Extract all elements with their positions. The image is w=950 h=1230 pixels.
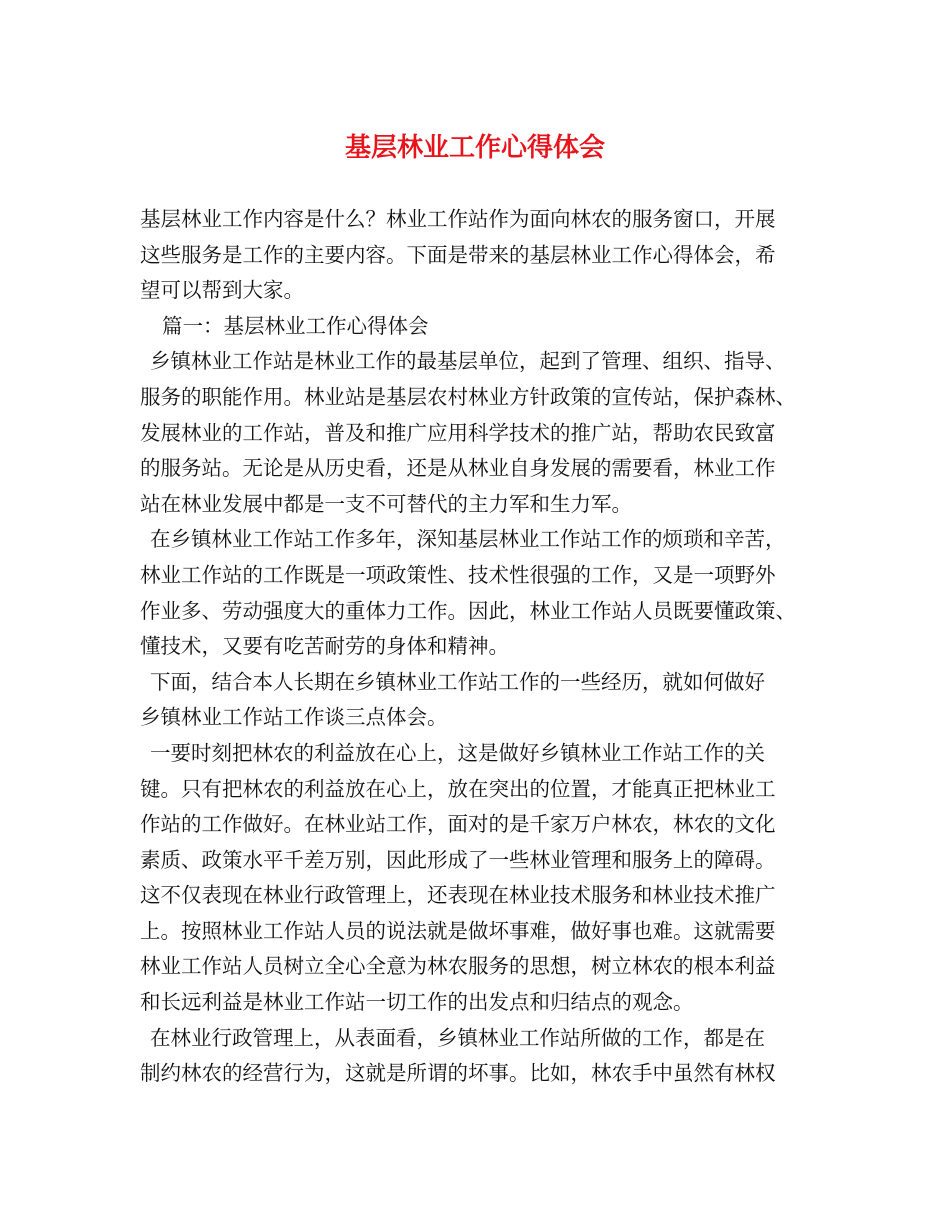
document-body (140, 202, 816, 1092)
body-text-line: 站在林业发展中都是一支不可替代的主力军和生力军。 (140, 491, 632, 516)
body-text-line: 这不仅表现在林业行政管理上，还表现在林业技术服务和林业技术推广 (140, 883, 776, 908)
body-text-line: 制约林农的经营行为，这就是所谓的坏事。比如，林农手中虽然有林权 (140, 1061, 776, 1086)
body-text-line: 望可以帮到大家。 (140, 278, 304, 303)
body-text-line: 键。只有把林农的利益放在心上，放在突出的位置，才能真正把林业工 (140, 776, 776, 801)
body-text-line: 和长远利益是林业工作站一切工作的出发点和归结点的观念。 (140, 990, 694, 1015)
body-text-line: 下面，结合本人长期在乡镇林业工作站工作的一些经历，就如何做好 (150, 669, 765, 694)
body-text-line: 基层林业工作内容是什么？林业工作站作为面向林农的服务窗口，开展 (140, 207, 776, 231)
body-text-line: 林业工作站的工作既是一项政策性、技术性很强的工作，又是一项野外 (140, 562, 776, 587)
body-text-line: 在乡镇林业工作站工作多年，深知基层林业工作站工作的烦琐和辛苦， (150, 527, 786, 552)
body-text-line: 服务的职能作用。林业站是基层农村林业方针政策的宣传站，保护森林、 (140, 384, 796, 409)
body-text-line: 作站的工作做好。在林业站工作，面对的是千家万户林农，林农的文化 (140, 812, 776, 837)
body-text-line: 发展林业的工作站，普及和推广应用科学技术的推广站，帮助农民致富 (140, 420, 776, 445)
body-text-line: 在林业行政管理上，从表面看，乡镇林业工作站所做的工作，都是在 (150, 1025, 765, 1050)
body-text-line: 作业多、劳动强度大的重体力工作。因此，林业工作站人员既要懂政策、 (140, 598, 796, 623)
document-title: 基层林业工作心得体会 (344, 133, 605, 163)
body-text-line: 乡镇林业工作站工作谈三点体会。 (140, 705, 448, 730)
body-text-line: 的服务站。无论是从历史看，还是从林业自身发展的需要看，林业工作 (140, 456, 776, 481)
body-text-line: 懂技术，又要有吃苦耐劳的身体和精神。 (140, 634, 509, 659)
body-text-line: 篇一：基层林业工作心得体会 (162, 313, 429, 338)
body-text-line: 林业工作站人员树立全心全意为林农服务的思想，树立林农的根本利益 (140, 954, 776, 979)
body-text-line: 上。按照林业工作站人员的说法就是做坏事难，做好事也难。这就需要 (140, 918, 776, 943)
body-text-line: 乡镇林业工作站是林业工作的最基层单位，起到了管理、组织、指导、 (150, 349, 786, 374)
body-text-line: 这些服务是工作的主要内容。下面是带来的基层林业工作心得体会，希 (140, 242, 776, 267)
body-text-line: 素质、政策水平千差万别，因此形成了一些林业管理和服务上的障碍。 (140, 847, 776, 872)
body-text-line: 一要时刻把林农的利益放在心上，这是做好乡镇林业工作站工作的关 (150, 740, 765, 765)
